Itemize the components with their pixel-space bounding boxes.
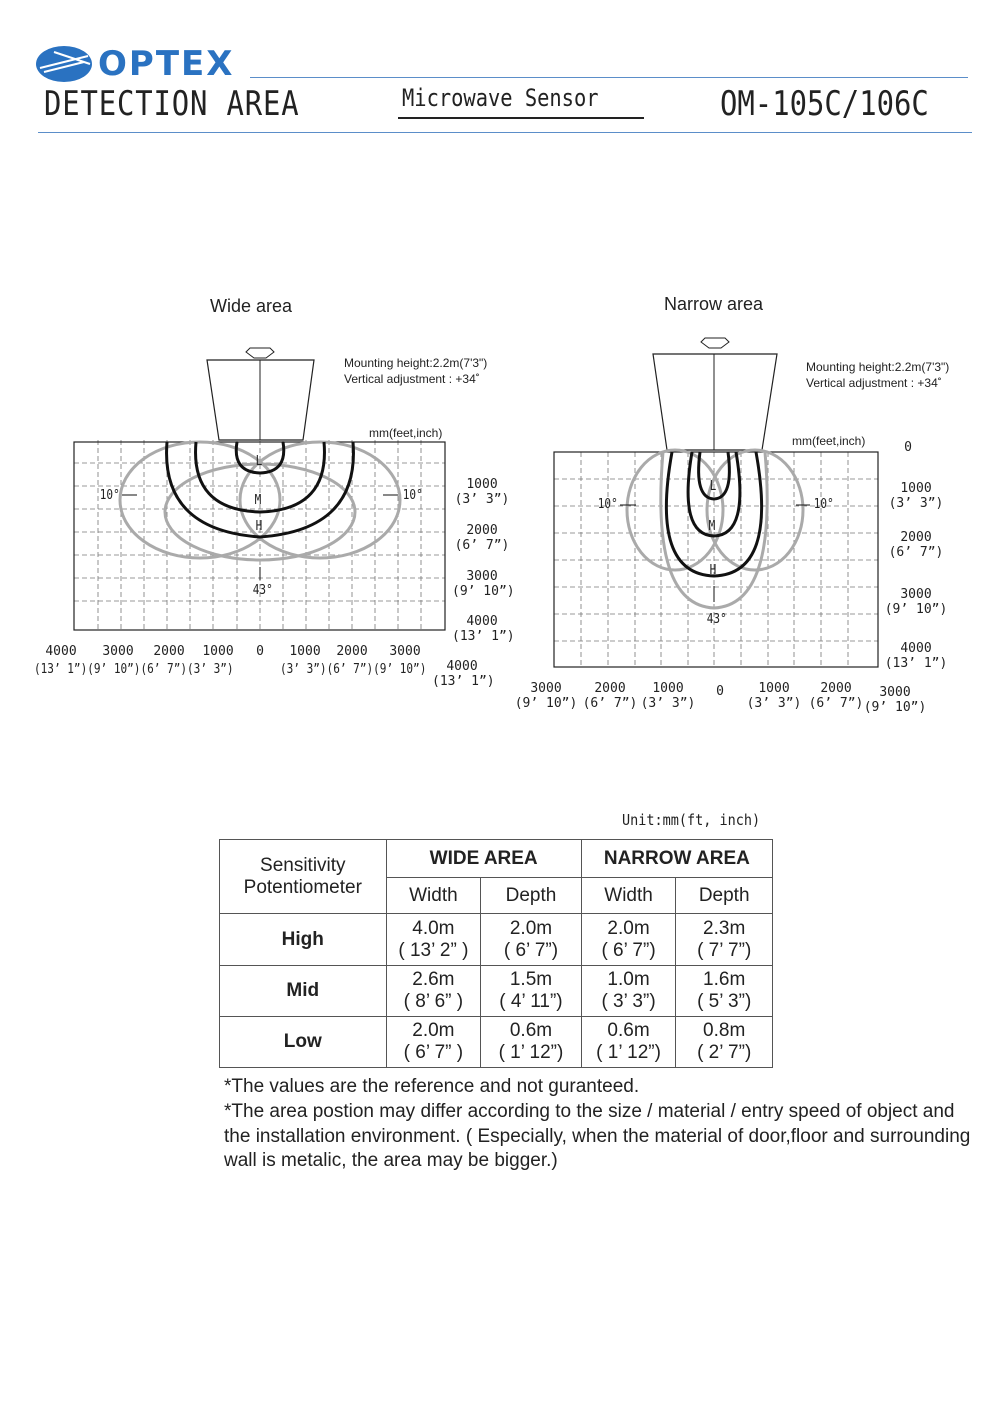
narrow-width-tick: 3000 (9’ 10”) <box>514 681 578 711</box>
wide-label-m: M <box>254 493 262 508</box>
wide-width-ft-left: (13’ 1”)(9’ 10”)(6’ 7”)(3’ 3”) <box>34 662 234 677</box>
wide-width-tick: 3000 <box>102 644 134 659</box>
table-row <box>220 914 773 966</box>
table-sub-head: Depth <box>481 878 582 914</box>
detection-spec-table <box>219 839 773 1068</box>
table-row <box>220 966 773 1017</box>
narrow-lobe-right <box>707 450 803 570</box>
narrow-width-tick: 3000 (9’ 10”) <box>863 685 927 715</box>
narrow-label-h: H <box>709 563 717 578</box>
row-label: Mid <box>220 966 387 1017</box>
wide-width-tick: 1000 <box>289 644 321 659</box>
table-cell: 1.6m ( 5’ 3”) <box>676 966 773 1017</box>
narrow-width-tick: 2000 (6’ 7”) <box>808 681 864 711</box>
wide-mount-note: Mounting height:2.2m(7'3") <box>344 356 488 370</box>
narrow-depth-4000: 4000 (13’ 1”) <box>884 641 948 671</box>
narrow-angle-bottom: 43° <box>706 612 727 627</box>
page-title: DETECTION AREA <box>44 84 300 124</box>
narrow-width-tick: 1000 (3’ 3”) <box>746 681 802 711</box>
table-cell: 4.0m ( 13’ 2” ) <box>386 914 481 966</box>
wide-angle-right: 10° <box>402 488 423 503</box>
table-row <box>220 1017 773 1068</box>
sensor-mount-icon <box>246 348 274 358</box>
table-head-wide: WIDE AREA <box>386 840 581 878</box>
row-label: High <box>220 914 387 966</box>
model-number: OM-105C/106C <box>720 84 929 124</box>
narrow-depth-3000: 3000 (9’ 10”) <box>884 587 948 617</box>
table-cell: 0.8m ( 2’ 7”) <box>676 1017 773 1068</box>
narrow-mount-note: Mounting height:2.2m(7'3") <box>806 360 950 374</box>
table-head-label: Sensitivity Potentiometer <box>220 840 387 914</box>
narrow-area-diagram <box>500 330 900 670</box>
footnote-reference: *The values are the reference and not guranteed. <box>224 1076 640 1097</box>
footnote-environment: *The area postion may differ according to the size / material / entry speed of object and the installation environment. ( Especially, when the material of door,floor and surrounding wall is metalic, the area may be bigger.) <box>224 1101 971 1171</box>
wide-width-tick: 4000 <box>45 644 77 659</box>
wide-depth-3000: 3000 (9’ 10”) <box>452 569 515 599</box>
table-cell: 2.0m ( 6’ 7”) <box>481 914 582 966</box>
wide-width-ft-right: (3’ 3”)(6’ 7”)(9’ 10”) <box>280 662 427 677</box>
table-sub-head: Width <box>386 878 481 914</box>
narrow-sensor-housing-icon <box>653 354 777 450</box>
table-cell: 2.3m ( 7’ 7”) <box>676 914 773 966</box>
narrow-label-l: L <box>709 479 717 494</box>
narrow-depth-2000: 2000 (6’ 7”) <box>888 530 944 560</box>
wide-width-tick: 2000 <box>153 644 185 659</box>
narrow-label-m: M <box>708 519 716 534</box>
table-cell: 2.0m ( 6’ 7”) <box>581 914 676 966</box>
wide-label-l: L <box>255 454 263 469</box>
narrow-width-tick: 0 <box>716 684 724 699</box>
narrow-depth-zero: 0 <box>904 440 912 455</box>
narrow-area-title: Narrow area <box>664 294 764 314</box>
wide-area-diagram <box>0 340 500 640</box>
table-cell: 0.6m ( 1’ 12”) <box>481 1017 582 1068</box>
narrow-angle-right: 10° <box>813 497 834 512</box>
table-cell: 2.6m ( 8’ 6” ) <box>386 966 481 1017</box>
wide-width-tick: 3000 <box>389 644 421 659</box>
wide-unit: mm(feet,inch) <box>369 426 443 440</box>
wide-width-tick: 2000 <box>336 644 368 659</box>
subtitle-underline <box>398 117 644 119</box>
narrow-unit: mm(feet,inch) <box>792 434 866 448</box>
wide-label-h: H <box>255 519 263 534</box>
table-cell: 2.0m ( 6’ 7” ) <box>386 1017 481 1068</box>
wide-width-tick: 0 <box>256 644 264 659</box>
narrow-width-tick: 1000 (3’ 3”) <box>640 681 696 711</box>
table-sub-head: Width <box>581 878 676 914</box>
wide-width-corner: 4000 (13’ 1”) <box>432 659 495 689</box>
brand-wordmark: OPTEX <box>98 44 235 84</box>
narrow-depth-1000: 1000 (3’ 3”) <box>888 481 944 511</box>
wide-lobe-right <box>240 442 400 558</box>
row-label: Low <box>220 1017 387 1068</box>
narrow-sensor-mount-icon <box>701 338 729 348</box>
narrow-angle-left: 10° <box>597 497 618 512</box>
wide-angle-bottom: 43° <box>252 583 273 598</box>
wide-depth-1000: 1000 (3’ 3”) <box>454 477 510 507</box>
wide-depth-4000: 4000 (13’ 1”) <box>452 614 515 644</box>
page-subtitle: Microwave Sensor <box>402 84 599 112</box>
header-rule-top <box>250 77 968 78</box>
narrow-adjust-note: Vertical adjustment : +34˚ <box>806 376 942 390</box>
table-cell: 1.0m ( 3’ 3”) <box>581 966 676 1017</box>
wide-angle-left: 10° <box>99 488 120 503</box>
wide-width-tick: 1000 <box>202 644 234 659</box>
wide-area-title: Wide area <box>210 296 293 316</box>
wide-adjust-note: Vertical adjustment : +34˚ <box>344 372 480 386</box>
wide-depth-2000: 2000 (6’ 7”) <box>454 523 510 553</box>
narrow-width-tick: 2000 (6’ 7”) <box>582 681 638 711</box>
table-unit: Unit:mm(ft, inch) <box>622 811 761 829</box>
table-cell: 1.5m ( 4’ 11”) <box>481 966 582 1017</box>
table-cell: 0.6m ( 1’ 12”) <box>581 1017 676 1068</box>
header-rule-bottom <box>38 132 972 133</box>
table-head-narrow: NARROW AREA <box>581 840 772 878</box>
table-sub-head: Depth <box>676 878 773 914</box>
optex-logo-icon <box>34 44 94 84</box>
